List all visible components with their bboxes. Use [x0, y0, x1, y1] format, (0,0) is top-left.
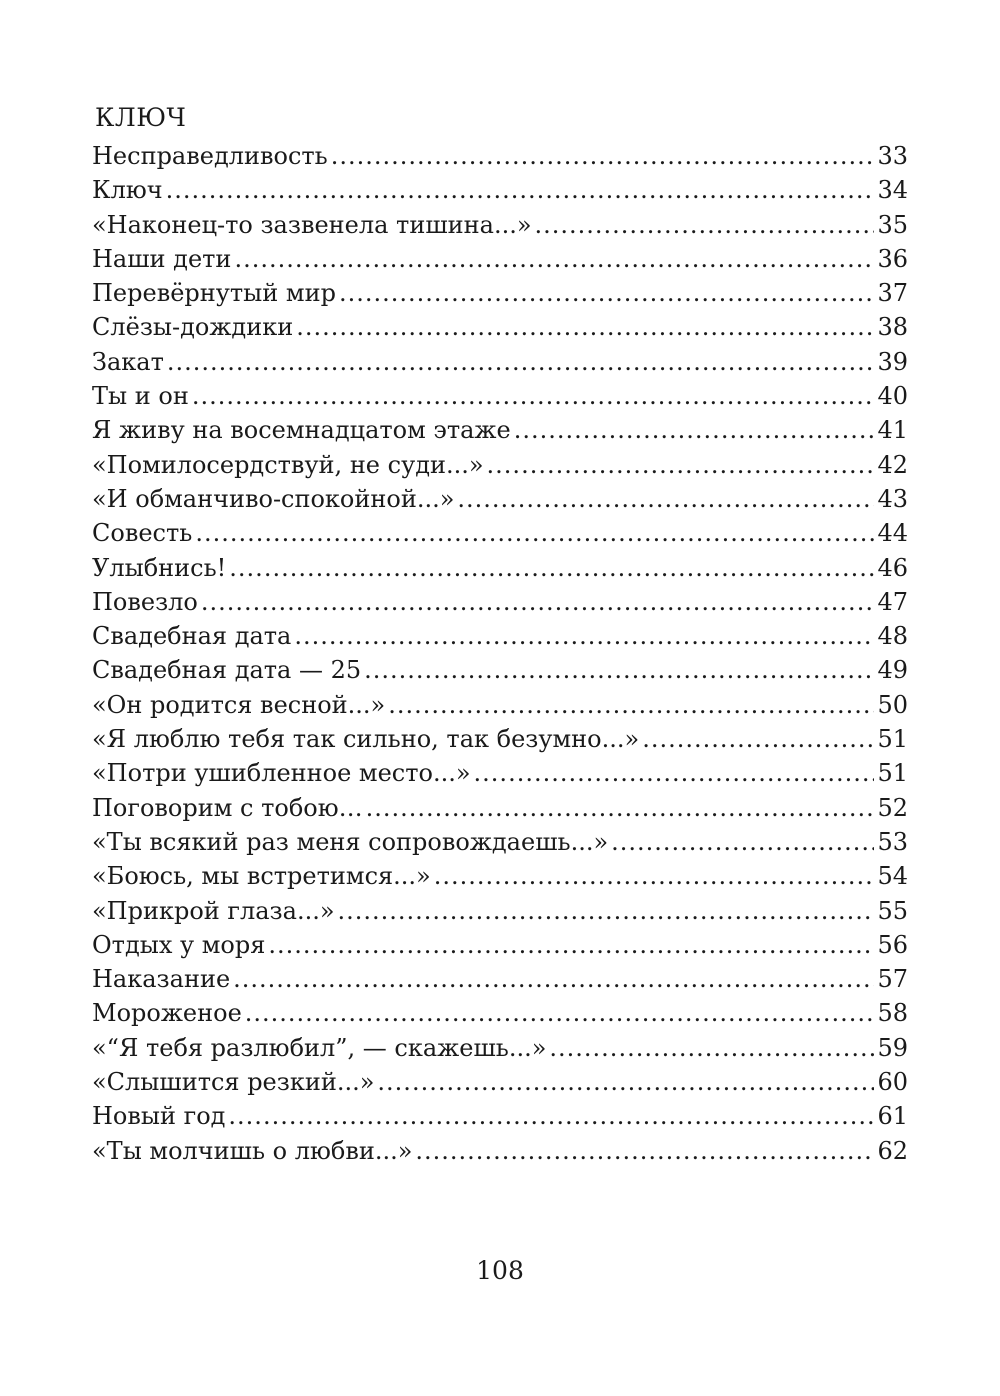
toc-entry	[92, 516, 908, 550]
toc-entry	[92, 1031, 908, 1065]
toc-entry	[92, 825, 908, 859]
toc-entry-title: Мороженое	[92, 999, 242, 1028]
toc-entry-title: Наказание	[92, 965, 231, 994]
toc-entry-page: 62	[877, 1136, 908, 1165]
toc-entry-page: 52	[877, 793, 908, 822]
toc-entry-page: 51	[877, 759, 908, 788]
toc-entry	[92, 1065, 908, 1099]
toc-entry	[92, 688, 908, 722]
toc-entry-title: «Ты молчишь о любви...»	[92, 1136, 413, 1165]
toc-entry-title: «Помилосердствуй, не суди...»	[92, 450, 484, 479]
toc-entry-page: 43	[877, 484, 908, 513]
toc-entry-page: 61	[877, 1102, 908, 1131]
toc-entry-title: «Прикрой глаза...»	[92, 896, 335, 925]
toc-entry-page: 55	[877, 896, 908, 925]
toc-entry	[92, 1134, 908, 1168]
toc-entry-title: Я живу на восемнадцатом этаже	[92, 416, 511, 445]
toc-entry-title: Ключ	[92, 176, 163, 205]
toc-entry-page: 60	[877, 1068, 908, 1097]
toc-entry-page: 49	[877, 656, 908, 685]
toc-dot-leader	[339, 276, 874, 310]
toc-dot-leader	[642, 722, 874, 756]
toc-entry-title: Слёзы-дождики	[92, 313, 294, 342]
toc-dot-leader	[245, 996, 874, 1030]
toc-entry	[92, 242, 908, 276]
toc-dot-leader	[167, 345, 874, 379]
toc-entry-page: 39	[877, 347, 908, 376]
toc-dot-leader	[331, 139, 874, 173]
toc-entry	[92, 276, 908, 310]
toc-entry-page: 44	[877, 519, 908, 548]
toc-dot-leader	[474, 756, 874, 790]
toc-entry-title: Перевёрнутый мир	[92, 279, 336, 308]
toc-entry-page: 51	[877, 725, 908, 754]
toc-entry	[92, 482, 908, 516]
toc-dot-leader	[388, 688, 874, 722]
toc-entry	[92, 619, 908, 653]
toc-entry-page: 37	[877, 279, 908, 308]
toc-entry	[92, 551, 908, 585]
toc-entry-title: Ты и он	[92, 382, 189, 411]
toc-entry-title: Новый год	[92, 1102, 226, 1131]
toc-dot-leader	[234, 242, 874, 276]
toc-entry-title: «Ты всякий раз меня сопровождаешь...»	[92, 827, 609, 856]
toc-entry	[92, 962, 908, 996]
toc-entry-page: 47	[877, 587, 908, 616]
toc-entry-title: «Наконец-то зазвенела тишина...»	[92, 210, 532, 239]
page-number: 108	[476, 1256, 524, 1285]
toc-entry-title: Закат	[92, 347, 164, 376]
toc-entry-title: «И обманчиво-спокойной...»	[92, 484, 455, 513]
toc-entry-title: Повезло	[92, 587, 198, 616]
toc-entry	[92, 310, 908, 344]
toc-entry-page: 58	[877, 999, 908, 1028]
toc-dot-leader	[514, 413, 874, 447]
toc-dot-leader	[535, 208, 874, 242]
toc-entry	[92, 859, 908, 893]
table-of-contents	[92, 139, 908, 1168]
toc-entry-title: Несправедливость	[92, 142, 328, 170]
toc-entry	[92, 139, 908, 173]
toc-entry	[92, 653, 908, 687]
toc-entry	[92, 413, 908, 447]
toc-entry	[92, 894, 908, 928]
toc-dot-leader	[434, 859, 874, 893]
toc-dot-leader	[377, 1065, 874, 1099]
toc-entry	[92, 722, 908, 756]
toc-entry-title: «Я люблю тебя так сильно, так безумно...»	[92, 725, 640, 754]
toc-entry-title: «Боюсь, мы встретимся...»	[92, 862, 431, 891]
toc-entry	[92, 345, 908, 379]
toc-entry-title: Поговорим с тобою…	[92, 793, 363, 822]
toc-entry-page: 35	[877, 210, 908, 239]
toc-dot-leader	[233, 962, 874, 996]
toc-entry-page: 56	[877, 930, 908, 959]
toc-dot-leader	[549, 1031, 874, 1065]
toc-entry	[92, 996, 908, 1030]
toc-entry	[92, 448, 908, 482]
toc-dot-leader	[294, 619, 874, 653]
toc-entry-page: 48	[877, 622, 908, 651]
toc-entry	[92, 379, 908, 413]
toc-entry-title: Отдых у моря	[92, 930, 266, 959]
toc-dot-leader	[229, 551, 874, 585]
toc-dot-leader	[228, 1099, 874, 1133]
toc-dot-leader	[611, 825, 874, 859]
toc-entry-page: 59	[877, 1033, 908, 1062]
section-title: КЛЮЧ	[95, 103, 187, 132]
toc-entry	[92, 1099, 908, 1133]
toc-dot-leader	[457, 482, 874, 516]
toc-entry	[92, 585, 908, 619]
toc-dot-leader	[338, 894, 874, 928]
toc-entry-page: 50	[877, 690, 908, 719]
toc-entry-page: 36	[877, 244, 908, 273]
toc-entry-title: Совесть	[92, 519, 193, 548]
toc-entry-page: 41	[877, 416, 908, 445]
toc-dot-leader	[366, 791, 874, 825]
toc-entry-page: 34	[877, 176, 908, 205]
toc-entry-page: 53	[877, 827, 908, 856]
toc-entry-title: Наши дети	[92, 244, 232, 273]
toc-entry-title: Улыбнись!	[92, 553, 227, 582]
toc-entry	[92, 173, 908, 207]
toc-entry	[92, 791, 908, 825]
toc-entry-page: 46	[877, 553, 908, 582]
toc-entry-title: «“Я тебя разлюбил”, — скажешь...»	[92, 1033, 547, 1062]
toc-entry	[92, 208, 908, 242]
toc-entry-page: 42	[877, 450, 908, 479]
toc-dot-leader	[296, 310, 874, 344]
toc-dot-leader	[415, 1134, 874, 1168]
toc-entry-page: 38	[877, 313, 908, 342]
toc-entry-title: Свадебная дата — 25	[92, 656, 362, 685]
toc-dot-leader	[192, 379, 874, 413]
toc-entry	[92, 756, 908, 790]
toc-entry-title: «Потри ушибленное место...»	[92, 759, 471, 788]
toc-entry	[92, 928, 908, 962]
toc-entry-title: «Слышится резкий...»	[92, 1068, 375, 1097]
toc-entry-title: Свадебная дата	[92, 622, 292, 651]
toc-dot-leader	[268, 928, 874, 962]
toc-entry-title: «Он родится весной...»	[92, 690, 386, 719]
toc-dot-leader	[364, 653, 874, 687]
toc-entry-page: 40	[877, 382, 908, 411]
toc-dot-leader	[166, 173, 874, 207]
toc-dot-leader	[487, 448, 874, 482]
toc-entry-page: 54	[877, 862, 908, 891]
toc-dot-leader	[201, 585, 874, 619]
toc-entry-page: 57	[877, 965, 908, 994]
toc-dot-leader	[195, 516, 874, 550]
toc-entry-page: 33	[877, 142, 908, 170]
